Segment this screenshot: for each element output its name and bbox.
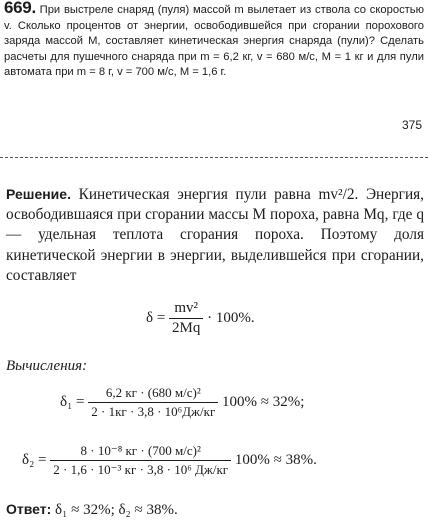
solution-paragraph — [6, 184, 424, 286]
calc-shell — [60, 385, 304, 420]
problem-text: При выстреле снаряд (пуля) массой m вылетает из ствола со скоростью v. Сколько процентов от энергии, освободившейся при сгорании порохового заряда массой M, составляет кинетическая энергия снаряда (пули)? Сделать расчеты для пушечного снаряда при m = 6,2 кг, v = 680 м/с, M = 1 кг и для пули автомата при m = 8 г, v = 700 м/с, M = 1,6 г. — [4, 4, 424, 79]
calc-bullet — [22, 443, 317, 478]
calc-bullet-denominator: 2 · 1,6 · 10⁻³ кг · 3,8 · 10⁶ Дж/кг — [53, 462, 229, 477]
calculations-heading: Вычисления: — [6, 358, 88, 374]
formula-general-fraction — [169, 300, 203, 337]
formula-general — [146, 300, 255, 337]
calc-bullet-rhs: 100% ≈ 38%. — [234, 451, 317, 468]
page-divider — [0, 157, 428, 158]
page-number: 375 — [401, 118, 422, 132]
problem-number: 669. — [4, 0, 36, 17]
answer-line — [6, 501, 178, 519]
calc-shell-fraction — [88, 385, 218, 420]
calc-shell-lhs: δ₁ = — [60, 393, 85, 410]
formula-general-numerator: mv² — [169, 300, 203, 319]
formula-general-denominator: 2Mq — [172, 320, 201, 336]
solution-heading: Решение. — [6, 186, 71, 202]
calc-shell-rhs: 100% ≈ 32%; — [222, 393, 305, 410]
formula-general-lhs: δ = — [146, 309, 166, 326]
calc-shell-denominator: 2 · 1кг · 3,8 · 10⁶Дж/кг — [91, 404, 216, 419]
solution-text: Кинетическая энергия пули равна mv²/2. Энергия, освободившаяся при сгорании массы M пороха, равна Mq, где q — удельная теплота сгорания пороха. Поэтому доля кинетической энергии в энергии, выделившейся при сгорании, составляет — [6, 186, 424, 284]
calc-bullet-fraction — [50, 443, 231, 478]
formula-general-rhs: · 100%. — [207, 309, 255, 326]
problem-statement — [4, 0, 424, 81]
calc-bullet-numerator: 8 · 10⁻⁸ кг · (700 м/с)² — [50, 443, 231, 461]
calc-bullet-lhs: δ₂ = — [22, 451, 47, 468]
answer-text: δ₁ ≈ 32%; δ₂ ≈ 38%. — [55, 502, 178, 518]
calc-shell-numerator: 6,2 кг · (680 м/с)² — [88, 385, 218, 403]
answer-label: Ответ: — [6, 501, 52, 517]
